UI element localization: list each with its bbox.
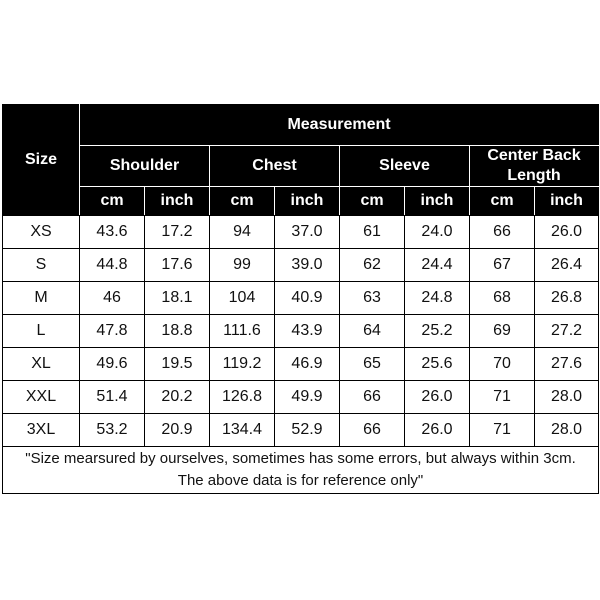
unit-header-shoulder-cm: cm	[80, 187, 145, 216]
shoulder-inch-cell: 18.8	[145, 315, 210, 348]
size-cell: S	[3, 249, 80, 282]
chest-inch-cell: 46.9	[275, 348, 340, 381]
note-row	[3, 447, 599, 494]
unit-header-chest-inch: inch	[275, 187, 340, 216]
table-row	[3, 249, 599, 282]
table-row	[3, 282, 599, 315]
chest-cm-cell: 126.8	[210, 381, 275, 414]
length-cm-cell: 71	[470, 414, 535, 447]
unit-header-sleeve-inch: inch	[405, 187, 470, 216]
length-inch-cell: 26.4	[535, 249, 599, 282]
shoulder-inch-cell: 18.1	[145, 282, 210, 315]
table-row	[3, 216, 599, 249]
chest-cm-cell: 99	[210, 249, 275, 282]
group-header-sleeve: Sleeve	[340, 146, 470, 187]
sleeve-inch-cell: 24.0	[405, 216, 470, 249]
size-chart-table	[2, 104, 599, 494]
unit-header-length-cm: cm	[470, 187, 535, 216]
group-header-center-back-length: Center Back Length	[470, 146, 599, 187]
length-inch-cell: 26.0	[535, 216, 599, 249]
length-cm-cell: 67	[470, 249, 535, 282]
shoulder-cm-cell: 49.6	[80, 348, 145, 381]
table-row	[3, 315, 599, 348]
shoulder-cm-cell: 44.8	[80, 249, 145, 282]
sleeve-inch-cell: 25.2	[405, 315, 470, 348]
chest-inch-cell: 39.0	[275, 249, 340, 282]
size-column-header: Size	[3, 105, 80, 216]
size-chart-body	[3, 216, 599, 494]
size-cell: XL	[3, 348, 80, 381]
chest-cm-cell: 94	[210, 216, 275, 249]
sleeve-inch-cell: 26.0	[405, 381, 470, 414]
length-inch-cell: 28.0	[535, 381, 599, 414]
size-cell: L	[3, 315, 80, 348]
chest-cm-cell: 104	[210, 282, 275, 315]
sleeve-cm-cell: 61	[340, 216, 405, 249]
size-cell: 3XL	[3, 414, 80, 447]
sleeve-inch-cell: 25.6	[405, 348, 470, 381]
sleeve-cm-cell: 66	[340, 414, 405, 447]
length-cm-cell: 66	[470, 216, 535, 249]
chest-cm-cell: 111.6	[210, 315, 275, 348]
shoulder-inch-cell: 19.5	[145, 348, 210, 381]
chest-inch-cell: 43.9	[275, 315, 340, 348]
shoulder-cm-cell: 47.8	[80, 315, 145, 348]
sleeve-inch-cell: 26.0	[405, 414, 470, 447]
chest-cm-cell: 119.2	[210, 348, 275, 381]
sleeve-inch-cell: 24.4	[405, 249, 470, 282]
length-inch-cell: 27.6	[535, 348, 599, 381]
chest-inch-cell: 49.9	[275, 381, 340, 414]
size-cell: XS	[3, 216, 80, 249]
length-cm-cell: 69	[470, 315, 535, 348]
sleeve-cm-cell: 66	[340, 381, 405, 414]
sleeve-cm-cell: 65	[340, 348, 405, 381]
shoulder-cm-cell: 53.2	[80, 414, 145, 447]
length-cm-cell: 68	[470, 282, 535, 315]
chest-inch-cell: 52.9	[275, 414, 340, 447]
length-cm-cell: 71	[470, 381, 535, 414]
length-inch-cell: 26.8	[535, 282, 599, 315]
length-inch-cell: 27.2	[535, 315, 599, 348]
measurement-header: Measurement	[80, 105, 599, 146]
chest-inch-cell: 37.0	[275, 216, 340, 249]
shoulder-cm-cell: 51.4	[80, 381, 145, 414]
length-inch-cell: 28.0	[535, 414, 599, 447]
sleeve-cm-cell: 62	[340, 249, 405, 282]
shoulder-cm-cell: 46	[80, 282, 145, 315]
unit-header-shoulder-inch: inch	[145, 187, 210, 216]
size-cell: XXL	[3, 381, 80, 414]
table-row	[3, 381, 599, 414]
unit-header-length-inch: inch	[535, 187, 599, 216]
shoulder-inch-cell: 17.6	[145, 249, 210, 282]
chest-inch-cell: 40.9	[275, 282, 340, 315]
sleeve-inch-cell: 24.8	[405, 282, 470, 315]
table-row	[3, 414, 599, 447]
table-row	[3, 348, 599, 381]
shoulder-inch-cell: 20.2	[145, 381, 210, 414]
sleeve-cm-cell: 64	[340, 315, 405, 348]
group-header-chest: Chest	[210, 146, 340, 187]
unit-header-sleeve-cm: cm	[340, 187, 405, 216]
shoulder-inch-cell: 17.2	[145, 216, 210, 249]
chest-cm-cell: 134.4	[210, 414, 275, 447]
shoulder-inch-cell: 20.9	[145, 414, 210, 447]
shoulder-cm-cell: 43.6	[80, 216, 145, 249]
unit-header-chest-cm: cm	[210, 187, 275, 216]
group-header-shoulder: Shoulder	[80, 146, 210, 187]
length-cm-cell: 70	[470, 348, 535, 381]
measurement-note: "Size mearsured by ourselves, sometimes has some errors, but always within 3cm. The above data is for reference only"	[3, 447, 599, 494]
size-cell: M	[3, 282, 80, 315]
sleeve-cm-cell: 63	[340, 282, 405, 315]
